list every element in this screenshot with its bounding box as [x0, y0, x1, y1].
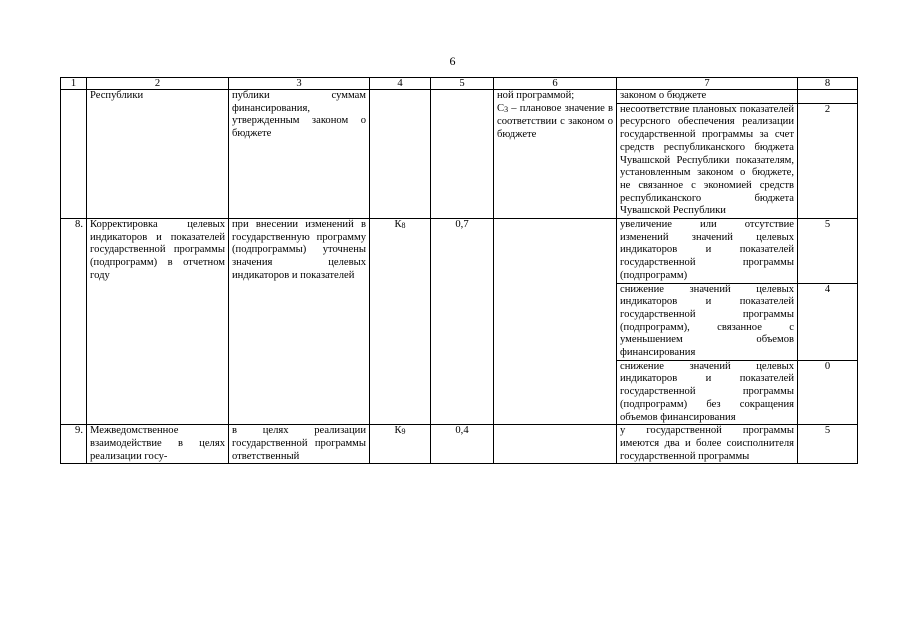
- header-cell: 6: [494, 78, 617, 90]
- cell-name: Корректировка целевых индикаторов и показателей государственной программы (подпрограмм) в отчетном году: [87, 219, 229, 425]
- header-cell: 4: [370, 78, 431, 90]
- cell-formula: [494, 219, 617, 425]
- cell-formula: [494, 90, 617, 219]
- cell-weight: 0,7: [431, 219, 494, 425]
- table-row: [61, 425, 858, 464]
- header-cell: 2: [87, 78, 229, 90]
- header-cell: 8: [798, 78, 858, 90]
- cell-coefficient: $К_9$: [370, 425, 431, 464]
- cell-criterion: снижение значений целевых индикаторов и показателей государственной программы (подпрограмм), связанное с уменьшением объемов финансирования: [617, 283, 798, 360]
- formula-line: ной программой;: [497, 90, 575, 101]
- cell-name: Республики: [87, 90, 229, 219]
- cell-criterion: снижение значений целевых индикаторов и показателей государственной программы (подпрограмм) без сокращения объемов финансирования: [617, 360, 798, 425]
- table-row: [61, 219, 858, 284]
- cell-name: Межведомственное взаимодействие в целях реализации госу-: [87, 425, 229, 464]
- cell-criterion: несоответствие плановых показателей ресурсного обеспечения реализации государственной программы за счет средств республиканского бюджета Чувашской Республики показателям, установленным законом о бюджете, не связанное с экономией средств республиканского бюджета Чувашской Республики: [617, 103, 798, 218]
- cell-score: 5: [798, 219, 858, 284]
- cell-coefficient: [370, 90, 431, 219]
- formula-symbol: $С_3$ – плановое значение в соответствии с законом о бюджете: [497, 102, 613, 141]
- cell-criterion: увеличение или отсутствие изменений значений целевых индикаторов и показателей государственной программы (подпрограмм): [617, 219, 798, 284]
- header-cell: 5: [431, 78, 494, 90]
- cell-score: 5: [798, 425, 858, 464]
- cell-formula: [494, 425, 617, 464]
- header-cell: 1: [61, 78, 87, 90]
- cell-score: [798, 90, 858, 104]
- cell-number: [61, 90, 87, 219]
- cell-criterion: у государственной программы имеются два и более соисполнителя государственной программы: [617, 425, 798, 464]
- cell-number: 9.: [61, 425, 87, 464]
- cell-weight: 0,4: [431, 425, 494, 464]
- cell-score: 2: [798, 103, 858, 218]
- cell-weight: [431, 90, 494, 219]
- table-header-row: [61, 78, 858, 90]
- cell-number: 8.: [61, 219, 87, 425]
- cell-coefficient: $К_8$: [370, 219, 431, 425]
- cell-condition: при внесении изменений в государственную программу (подпрограммы) уточнены значения целевых индикаторов и показателей: [229, 219, 370, 425]
- cell-condition: публики суммам финансирования, утвержденным законом о бюджете: [229, 90, 370, 219]
- table-row: [61, 90, 858, 104]
- page-number: 6: [449, 54, 456, 68]
- header-cell: 3: [229, 78, 370, 90]
- cell-score: 4: [798, 283, 858, 360]
- cell-criterion: законом о бюджете: [617, 90, 798, 104]
- cell-score: 0: [798, 360, 858, 425]
- cell-condition: в целях реализации государственной программы ответственный: [229, 425, 370, 464]
- criteria-table: [60, 77, 858, 464]
- header-cell: 7: [617, 78, 798, 90]
